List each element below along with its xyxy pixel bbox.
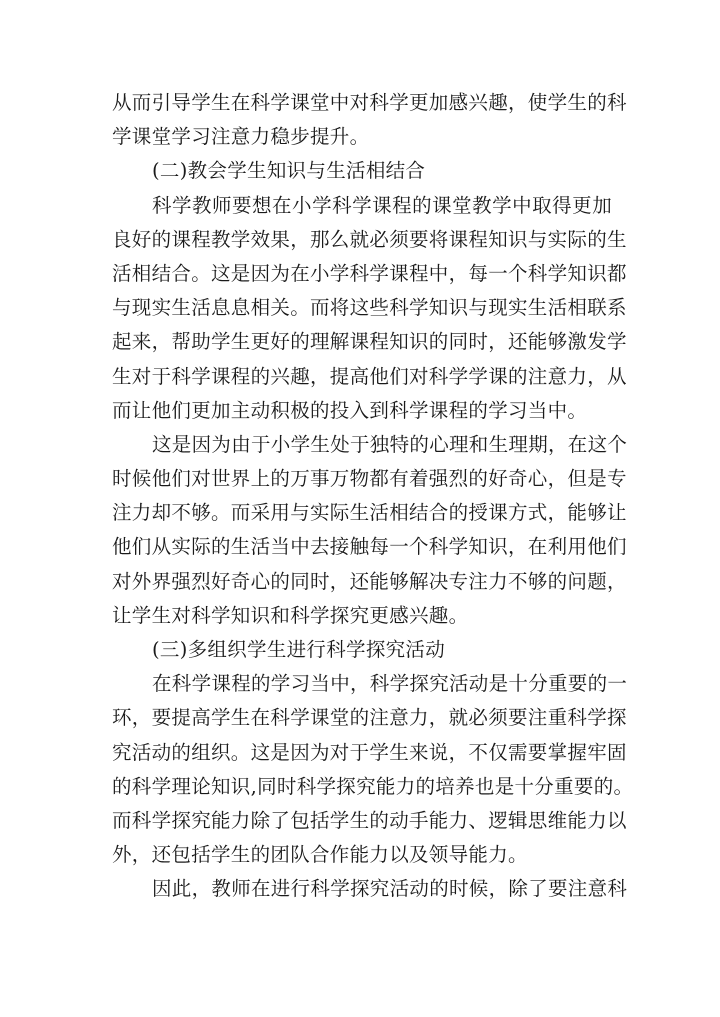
text-line-23: 外，还包括学生的团队合作能力以及领导能力。 <box>112 843 528 867</box>
text-line-22: 而科学探究能力除了包括学生的动手能力、逻辑思维能力以 <box>112 808 627 832</box>
text-line-18: 在科学课程的学习当中，科学探究活动是十分重要的一 <box>152 672 628 696</box>
text-line-1: 从而引导学生在科学课堂中对科学更加感兴趣，使学生的科 <box>112 91 627 114</box>
text-line-21: 的科学理论知识,同时科学探究能力的培养也是十分重要的。 <box>112 774 634 798</box>
text-line-5: 良好的课程教学效果，那么就必须要将课程知识与实际的生 <box>112 227 627 251</box>
text-line-8: 起来，帮助学生更好的理解课程知识的同时，还能够激发学 <box>112 330 627 354</box>
text-line-15: 对外界强烈好奇心的同时，还能够解决专注力不够的问题， <box>112 569 627 593</box>
text-line-24: 因此，教师在进行科学探究活动的时候，除了要注意科 <box>152 877 628 901</box>
section-heading-2: (二)教会学生知识与生活相结合 <box>152 159 426 183</box>
text-line-14: 他们从实际的生活当中去接触每一个科学知识，在利用他们 <box>112 535 627 559</box>
text-line-12: 时候他们对世界上的万事万物都有着强烈的好奇心，但是专 <box>112 467 627 491</box>
text-line-16: 让学生对科学知识和科学探究更感兴趣。 <box>112 603 469 627</box>
document-page <box>112 86 634 907</box>
text-line-2: 学课堂学习注意力稳步提升。 <box>112 125 370 149</box>
text-line-4: 科学教师要想在小学科学课程的课堂教学中取得更加 <box>152 193 612 217</box>
section-heading-3: (三)多组织学生进行科学探究活动 <box>152 638 446 661</box>
text-line-7: 与现实生活息息相关。而将这些科学知识与现实生活相联系 <box>112 296 627 320</box>
text-line-13: 注力却不够。而采用与实际生活相结合的授课方式，能够让 <box>112 501 627 525</box>
text-line-10: 而让他们更加主动积极的投入到科学课程的学习当中。 <box>112 398 588 422</box>
text-line-11: 这是因为由于小学生处于独特的心理和生理期，在这个 <box>152 432 628 456</box>
text-line-6: 活相结合。这是因为在小学科学课程中，每一个科学知识都 <box>112 261 627 285</box>
text-line-19: 环，要提高学生在科学课堂的注意力，就必须要注重科学探 <box>112 706 627 730</box>
text-line-9: 生对于科学课程的兴趣，提高他们对科学学课的注意力，从 <box>112 364 627 388</box>
text-line-20: 究活动的组织。这是因为对于学生来说，不仅需要掌握牢固 <box>112 740 627 764</box>
